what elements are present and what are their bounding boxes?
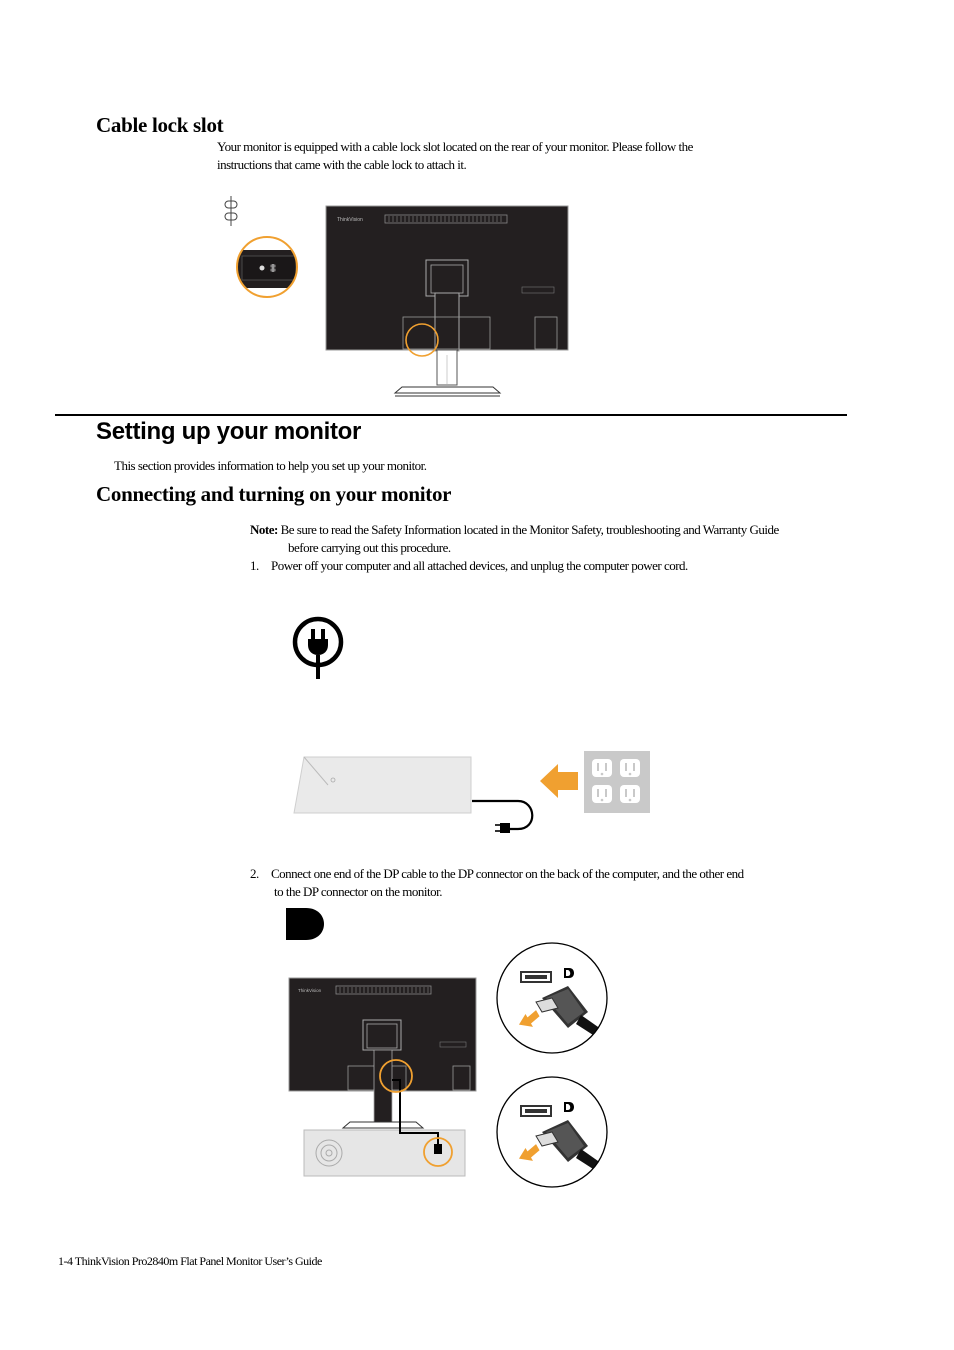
note-block	[250, 521, 890, 557]
step-2-number: 2.	[250, 866, 259, 881]
step-1-number: 1.	[250, 558, 259, 573]
dp-computer-connector-zoom	[496, 1076, 610, 1190]
dp-connection-illustration	[288, 976, 480, 1181]
connecting-heading: Connecting and turning on your monitor	[96, 482, 452, 506]
note-line1: Be sure to read the Safety Information located in the Monitor Safety, troubleshooting and Warranty Guide	[280, 522, 779, 537]
cable-lock-heading: Cable lock slot	[96, 113, 224, 137]
monitor-rear-illustration	[325, 205, 570, 397]
power-plug-icon	[290, 612, 346, 682]
cable-lock-paragraph	[217, 138, 837, 174]
step-2-line2: to the DP connector on the monitor.	[274, 884, 442, 899]
cable-lock-paragraph-line2: instructions that came with the cable lock to attach it.	[217, 157, 467, 172]
dp-monitor-brand-label: ThinkVision	[298, 988, 322, 993]
unplug-computer-illustration	[288, 745, 658, 840]
lock-slot-icon	[222, 196, 242, 226]
note-label: Note:	[250, 522, 278, 537]
section-divider	[55, 414, 847, 416]
step-2-line1: Connect one end of the DP cable to the DP connector on the back of the computer, and the other end	[271, 866, 744, 881]
page-footer: 1-4 ThinkVision Pro2840m Flat Panel Monitor User’s Guide	[58, 1254, 322, 1268]
monitor-brand-label: ThinkVision	[337, 217, 363, 223]
setup-intro: This section provides information to help you set up your monitor.	[114, 458, 427, 473]
dp-monitor-connector-zoom	[496, 942, 610, 1056]
step-2	[250, 865, 890, 901]
note-line2: before carrying out this procedure.	[288, 540, 451, 555]
cable-lock-paragraph-line1: Your monitor is equipped with a cable lock slot located on the rear of your monitor. Please follow the	[217, 139, 693, 154]
step-1	[250, 557, 890, 575]
displayport-logo-icon	[284, 906, 326, 942]
lock-slot-zoom-illustration	[236, 236, 300, 300]
setup-heading: Setting up your monitor	[96, 418, 362, 445]
step-1-text: Power off your computer and all attached devices, and unplug the computer power cord.	[271, 558, 688, 573]
